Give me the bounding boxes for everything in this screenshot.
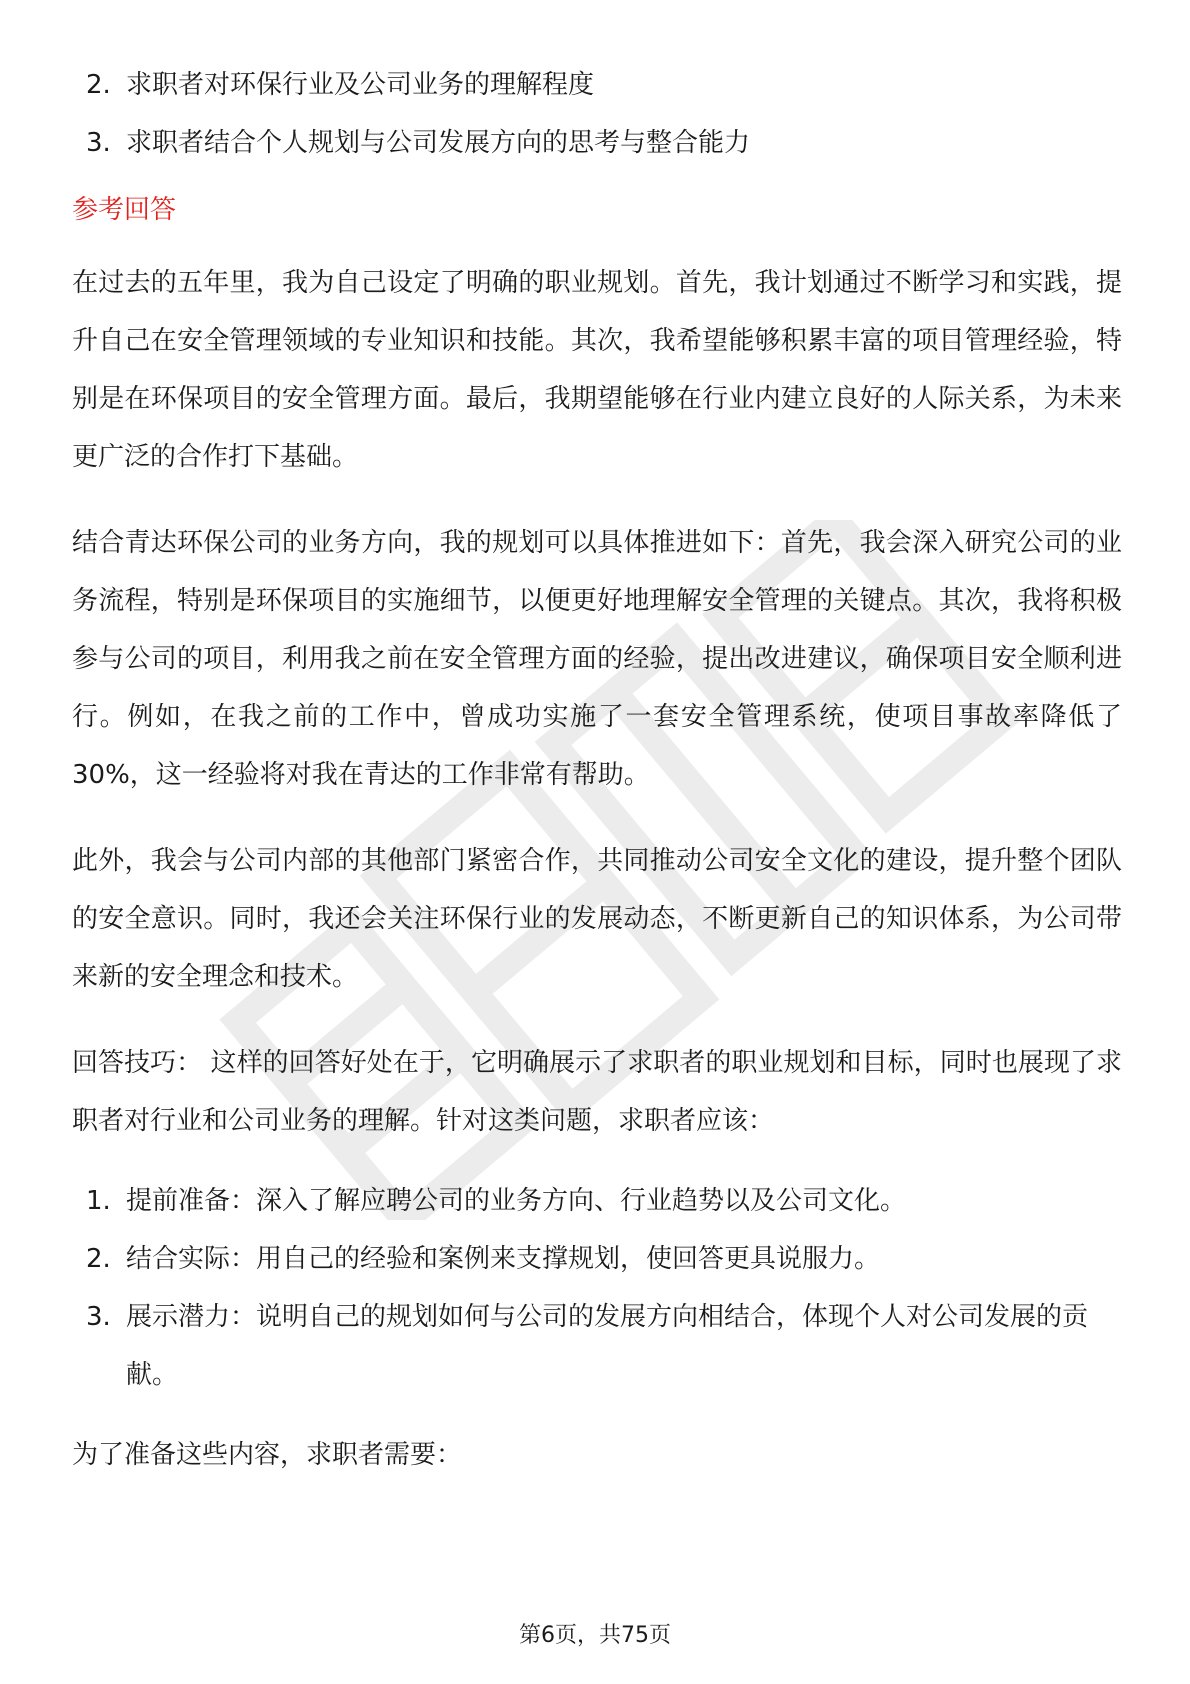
tips-intro-paragraph: 回答技巧： 这样的回答好处在于，它明确展示了求职者的职业规划和目标，同时也展现了求职者对行业和公司业务的理解。针对这类问题，求职者应该： — [72, 1048, 1122, 1136]
list-item-text: 求职者结合个人规划与公司发展方向的思考与整合能力 — [126, 128, 751, 158]
answer-paragraph: 此外，我会与公司内部的其他部门紧密合作，共同推动公司安全文化的建设，提升整个团队的安全意识。同时，我还会关注环保行业的发展动态，不断更新自己的知识体系，为公司带来新的安全理念和技术。 — [72, 846, 1122, 992]
list-item — [72, 1230, 1122, 1288]
list-item-number: 2. — [86, 70, 111, 100]
list-item — [72, 1172, 1122, 1230]
page-number-footer: 第6页，共75页 — [519, 1623, 671, 1648]
list-item-text: 求职者对环保行业及公司业务的理解程度 — [126, 70, 595, 100]
answer-heading: 参考回答 — [72, 195, 177, 225]
list-item-number: 2. — [86, 1244, 111, 1274]
list-item-text: 结合实际：用自己的经验和案例来支撑规划，使回答更具说服力。 — [126, 1244, 881, 1274]
closing-paragraph: 为了准备这些内容，求职者需要： — [72, 1440, 463, 1470]
list-item-number: 3. — [86, 1302, 111, 1332]
answer-paragraph: 在过去的五年里，我为自己设定了明确的职业规划。首先，我计划通过不断学习和实践，提升自己在安全管理领域的专业知识和技能。其次，我希望能够积累丰富的项目管理经验，特别是在环保项目的安全管理方面。最后，我期望能够在行业内建立良好的人际关系，为未来更广泛的合作打下基础。 — [72, 268, 1122, 472]
evaluation-points-list — [72, 56, 1122, 172]
list-item-text: 展示潜力：说明自己的规划如何与公司的发展方向相结合，体现个人对公司发展的贡献。 — [126, 1302, 1089, 1390]
tips-list — [72, 1172, 1122, 1404]
answer-paragraph: 结合青达环保公司的业务方向，我的规划可以具体推进如下：首先，我会深入研究公司的业务流程，特别是环保项目的实施细节，以便更好地理解安全管理的关键点。其次，我将积极参与公司的项目，利用我之前在安全管理方面的经验，提出改进建议，确保项目安全顺利进行。例如，在我之前的工作中，曾成功实施了一套安全管理系统，使项目事故率降低了30%，这一经验将对我在青达的工作非常有帮助。 — [72, 528, 1122, 790]
list-item-number: 3. — [86, 128, 111, 158]
list-item-number: 1. — [86, 1186, 111, 1216]
list-item — [72, 56, 1122, 114]
content-area — [72, 56, 1122, 1512]
list-item — [72, 114, 1122, 172]
list-item-text: 提前准备：深入了解应聘公司的业务方向、行业趋势以及公司文化。 — [126, 1186, 907, 1216]
list-item — [72, 1288, 1122, 1404]
